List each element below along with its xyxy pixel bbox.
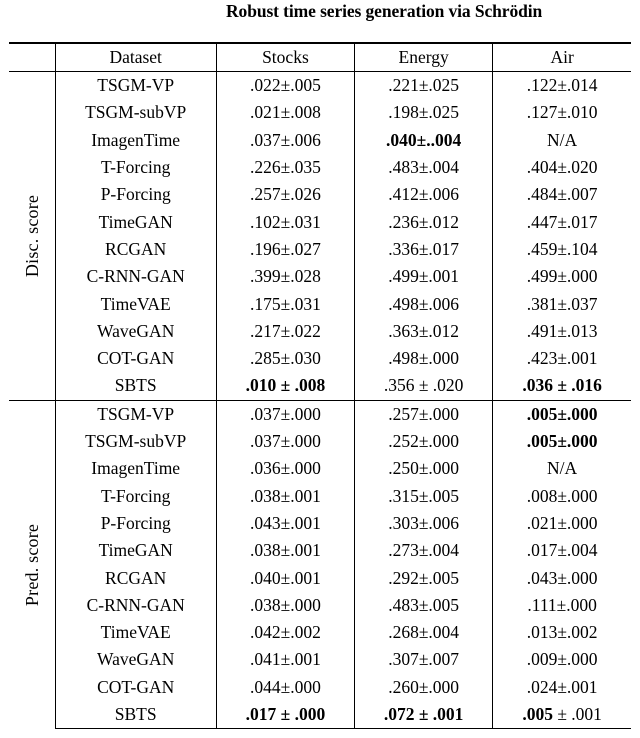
cell-cot-gan-air: .024±.001: [526, 676, 598, 697]
row-label-timegan: TimeGAN: [55, 209, 216, 236]
cell-imagentime-air: N/A: [547, 129, 578, 150]
cell-timegan-air: .017±.004: [526, 540, 598, 561]
row-label-t-forcing: T-Forcing: [55, 483, 216, 510]
cell-tsgm-vp-energy: .221±.025: [355, 72, 493, 100]
row-label-tsgm-subvp: TSGM-subVP: [55, 428, 216, 455]
cell-imagentime-energy: .040±..004: [355, 127, 493, 154]
column-header-energy: Energy: [355, 43, 493, 72]
cell-tsgm-subvp-stocks: .037±.000: [216, 428, 354, 455]
results-table: [9, 42, 631, 729]
table-row: [9, 154, 631, 181]
cell-tsgm-vp-energy: .257±.000: [355, 400, 493, 428]
column-header-stocks: Stocks: [216, 43, 354, 72]
cell-timevae-air: .381±.037: [526, 293, 598, 314]
cell-c-rnn-gan-stocks: .038±.000: [216, 592, 354, 619]
cell-tsgm-subvp-air: .127±.010: [526, 102, 598, 123]
group-label-text: Pred. score: [21, 523, 42, 606]
cell-p-forcing-energy: .303±.006: [355, 510, 493, 537]
table-row: [9, 428, 631, 455]
row-label-sbts: SBTS: [55, 701, 216, 729]
cell-imagentime-stocks: .037±.006: [216, 127, 354, 154]
cell-t-forcing-stocks: .226±.035: [216, 154, 354, 181]
cell-t-forcing-air: .404±.020: [526, 157, 598, 178]
table-row: [9, 373, 631, 401]
row-label-imagentime: ImagenTime: [55, 127, 216, 154]
cell-tsgm-subvp-stocks: .021±.008: [216, 100, 354, 127]
cell-rcgan-air: .459±.104: [526, 238, 598, 259]
cell-rcgan-energy: .336±.017: [355, 236, 493, 263]
table-row: [9, 592, 631, 619]
cell-tsgm-vp-air: .005±.000: [493, 400, 631, 428]
table-row: [9, 181, 631, 208]
row-label-p-forcing: P-Forcing: [55, 181, 216, 208]
row-label-cot-gan: COT-GAN: [55, 674, 216, 701]
cell-p-forcing-stocks: .043±.001: [216, 510, 354, 537]
cell-rcgan-air: .043±.000: [526, 567, 598, 588]
cell-c-rnn-gan-energy: .483±.005: [355, 592, 493, 619]
table-row: [9, 291, 631, 318]
cell-c-rnn-gan-air: .111±.000: [527, 594, 597, 615]
table-row: [9, 565, 631, 592]
cell-sbts-energy: .356 ± .020: [355, 373, 493, 401]
cell-wavegan-energy: .307±.007: [355, 647, 493, 674]
table-row: [9, 209, 631, 236]
table-row: [9, 263, 631, 290]
cell-c-rnn-gan-air: .499±.000: [526, 266, 598, 287]
table-row: [9, 647, 631, 674]
row-label-t-forcing: T-Forcing: [55, 154, 216, 181]
cell-timegan-stocks: .038±.001: [216, 537, 354, 564]
cell-imagentime-energy: .250±.000: [355, 455, 493, 482]
results-table-container: [9, 42, 631, 729]
column-header-dataset: Dataset: [55, 43, 216, 72]
row-label-imagentime: ImagenTime: [55, 455, 216, 482]
cell-tsgm-subvp-energy: .252±.000: [355, 428, 493, 455]
cell-cot-gan-stocks: .285±.030: [216, 345, 354, 372]
cell-timegan-energy: .273±.004: [355, 537, 493, 564]
row-label-wavegan: WaveGAN: [55, 318, 216, 345]
row-label-p-forcing: P-Forcing: [55, 510, 216, 537]
cell-tsgm-vp-stocks: .037±.000: [216, 400, 354, 428]
cell-rcgan-stocks: .196±.027: [216, 236, 354, 263]
cell-rcgan-energy: .292±.005: [355, 565, 493, 592]
cell-sbts-stocks: .010 ± .008: [216, 373, 354, 401]
row-label-cot-gan: COT-GAN: [55, 345, 216, 372]
row-label-timegan: TimeGAN: [55, 537, 216, 564]
cell-wavegan-stocks: .041±.001: [216, 647, 354, 674]
cell-timevae-stocks: .042±.002: [216, 619, 354, 646]
table-header-row: [9, 43, 631, 72]
group-label-pred-score: [9, 400, 55, 729]
table-row: [9, 345, 631, 372]
row-label-c-rnn-gan: C-RNN-GAN: [55, 592, 216, 619]
row-label-wavegan: WaveGAN: [55, 647, 216, 674]
cell-c-rnn-gan-energy: .499±.001: [355, 263, 493, 290]
group-label-disc-score: [9, 72, 55, 401]
cell-wavegan-air: .009±.000: [526, 649, 598, 670]
cell-t-forcing-energy: .315±.005: [355, 483, 493, 510]
group-label-text: Disc. score: [21, 194, 42, 278]
cell-cot-gan-stocks: .044±.000: [216, 674, 354, 701]
cell-p-forcing-energy: .412±.006: [355, 181, 493, 208]
cell-wavegan-stocks: .217±.022: [216, 318, 354, 345]
cell-timevae-energy: .268±.004: [355, 619, 493, 646]
header-corner-cell: [9, 43, 55, 72]
cell-wavegan-energy: .363±.012: [355, 318, 493, 345]
cell-sbts-air: .005 ± .001: [493, 701, 631, 729]
table-row: [9, 701, 631, 729]
cell-tsgm-subvp-air: .005±.000: [526, 431, 598, 452]
cell-imagentime-air: N/A: [547, 458, 578, 479]
row-label-c-rnn-gan: C-RNN-GAN: [55, 263, 216, 290]
cell-cot-gan-energy: .260±.000: [355, 674, 493, 701]
cell-timevae-energy: .498±.006: [355, 291, 493, 318]
cell-t-forcing-air: .008±.000: [526, 485, 598, 506]
cell-tsgm-vp-stocks: .022±.005: [216, 72, 354, 100]
cell-p-forcing-stocks: .257±.026: [216, 181, 354, 208]
table-row: [9, 537, 631, 564]
cell-t-forcing-stocks: .038±.001: [216, 483, 354, 510]
row-label-rcgan: RCGAN: [55, 236, 216, 263]
cell-p-forcing-air: .484±.007: [526, 184, 598, 205]
column-header-air: Air: [493, 43, 631, 72]
row-label-timevae: TimeVAE: [55, 619, 216, 646]
cell-timevae-stocks: .175±.031: [216, 291, 354, 318]
table-row: [9, 72, 631, 100]
cell-sbts-energy: .072 ± .001: [355, 701, 493, 729]
cell-sbts-stocks: .017 ± .000: [216, 701, 354, 729]
cell-timegan-air: .447±.017: [526, 211, 598, 232]
row-label-rcgan: RCGAN: [55, 565, 216, 592]
cell-cot-gan-air: .423±.001: [526, 348, 598, 369]
row-label-tsgm-vp: TSGM-VP: [55, 400, 216, 428]
cell-wavegan-air: .491±.013: [526, 320, 598, 341]
cell-timevae-air: .013±.002: [526, 622, 598, 643]
cell-imagentime-stocks: .036±.000: [216, 455, 354, 482]
cell-rcgan-stocks: .040±.001: [216, 565, 354, 592]
row-label-tsgm-subvp: TSGM-subVP: [55, 100, 216, 127]
table-row: [9, 510, 631, 537]
table-row: [9, 318, 631, 345]
table-row: [9, 483, 631, 510]
cell-timegan-stocks: .102±.031: [216, 209, 354, 236]
row-label-timevae: TimeVAE: [55, 291, 216, 318]
page-title: Robust time series generation via Schrödin: [226, 1, 543, 21]
table-row: [9, 674, 631, 701]
table-row: [9, 236, 631, 263]
table-row: [9, 127, 631, 154]
table-row: [9, 400, 631, 428]
row-label-tsgm-vp: TSGM-VP: [55, 72, 216, 100]
cell-cot-gan-energy: .498±.000: [355, 345, 493, 372]
table-row: [9, 619, 631, 646]
cell-c-rnn-gan-stocks: .399±.028: [216, 263, 354, 290]
cell-tsgm-vp-air: .122±.014: [493, 72, 631, 100]
cell-timegan-energy: .236±.012: [355, 209, 493, 236]
cell-p-forcing-air: .021±.000: [526, 512, 598, 533]
row-label-sbts: SBTS: [55, 373, 216, 401]
cell-tsgm-subvp-energy: .198±.025: [355, 100, 493, 127]
cell-sbts-air: .036 ± .016: [522, 375, 602, 396]
table-row: [9, 455, 631, 482]
cell-t-forcing-energy: .483±.004: [355, 154, 493, 181]
table-row: [9, 100, 631, 127]
